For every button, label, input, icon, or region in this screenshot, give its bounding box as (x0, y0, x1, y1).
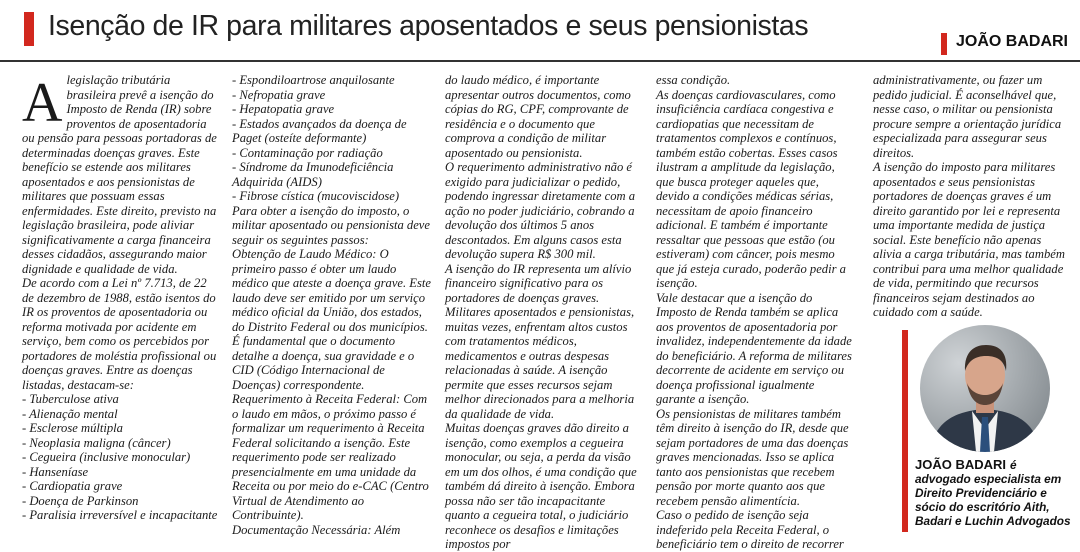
list-item: - Nefropatia grave (232, 87, 326, 102)
list-item: - Alienação mental (22, 406, 118, 421)
dropcap: A (22, 72, 63, 134)
list-item: - Neoplasia maligna (câncer) (22, 435, 171, 450)
column-5 (873, 73, 1069, 320)
paragraph: Alegislação tributária brasileira prevê a isenção do Imposto de Renda (IR) sobre proventos de aposentadoria ou pensão para pessoas portadoras de determinadas doenças graves. Este benefício se estende aos militares aposentados e aos pensionistas de militares que possuam essas enfermidades. Este direito, previsto na legislação brasileira, pode aliviar significativamente a carga financeira desses cidadãos, assegurando maior dignidade e qualidade de vida. (22, 72, 217, 276)
paragraph: do laudo médico, é importante apresentar outros documentos, como cópias do RG, CPF, comprovante de residência e o documento que comprova a condição de militar aposentado ou pensionista. (445, 73, 631, 160)
column-2 (232, 73, 432, 537)
list-item: - Cegueira (inclusive monocular) (22, 450, 191, 464)
paragraph: As doenças cardiovasculares, como insuficiência cardíaca congestiva e cardiopatias que necessitam de tratamentos complexos e contínuos, também estão cobertas. Esses casos ilustram a amplitude da legislação, que busca proteger aqueles que, devido a condições médicas sérias, necessitam de apoio financeiro adicional. E também é importante ressaltar que pessoas que estão (ou estiveram) com câncer, pois mesmo que já esteja curado, poderão pedir a isenção. (656, 87, 846, 290)
paragraph: De acordo com a Lei nº 7.713, de 22 de dezembro de 1988, estão isentos do IR os proventos de aposentadoria ou reforma motivada por acidente em serviço, bem como os percebidos por portadores de moléstia profissional ou doenças graves. Entre as doenças listadas, destacam-se: (22, 276, 217, 392)
column-1 (22, 73, 220, 523)
paragraph: administrativamente, ou fazer um pedido judicial. É aconselhável que, nesse caso, o militar ou pensionista procure sempre a orientação jurídica especializada para assegurar seus direitos. (873, 73, 1062, 160)
author-photo (920, 325, 1050, 452)
paragraph: Para obter a isenção do imposto, o militar aposentado ou pensionista deve seguir os seguintes passos: (232, 203, 430, 247)
list-item: - Fibrose cística (mucoviscidose) (232, 189, 400, 203)
paragraph: Obtenção de Laudo Médico: O primeiro passo é obter um laudo médico que ateste a doença grave. Este laudo deve ser emitido por um serviço médico oficial da União, dos estados, do Distrito Federal ou dos municípios. É fundamental que o documento detalhe a doença, sua gravidade e o CID (Código Internacional de Doenças) correspondente. (232, 247, 431, 392)
paragraph: essa condição. (656, 73, 731, 87)
column-3 (445, 73, 643, 552)
list-item: - Hepatopatia grave (232, 102, 335, 116)
byline-author: JOÃO BADARI (955, 33, 1068, 50)
paragraph: A isenção do imposto para militares aposentados e seus pensionistas portadores de doenças graves é um direito garantido por lei e representa uma importante medida de justiça social. Este benefício não apenas alivia a carga tributária, mas também contribui para uma melhor qualidade de vida, permitindo que recursos financeiros sejam destinados ao cuidado com a saúde. (873, 160, 1065, 319)
header-divider (0, 60, 1080, 62)
paragraph: A isenção do IR representa um alívio financeiro significativo para os portadores de doenças graves. Militares aposentados e pensionistas, muitas vezes, enfrentam altos custos com tratamentos médicos, medicamentos e outras despesas relacionadas à saúde. A isenção permite que esses recursos sejam melhor direcionados para a melhoria da qualidade de vida. (445, 261, 635, 421)
headline-accent-bar (24, 12, 34, 46)
paragraph: Caso o pedido de isenção seja indeferido pela Receita Federal, o beneficiário tem o direito de recorrer (656, 508, 844, 551)
author-accent-bar (941, 33, 947, 55)
list-item: - Espondiloartrose anquilosante (232, 73, 395, 87)
column-4 (656, 73, 854, 552)
author-bio (915, 458, 1075, 528)
author-portrait-icon (920, 325, 1050, 452)
list-item: - Doença de Parkinson (22, 493, 139, 508)
list-item: - Tuberculose ativa (22, 392, 119, 406)
bio-name: JOÃO BADARI (915, 457, 1007, 472)
headline: Isenção de IR para militares aposentados e seus pensionistas (48, 10, 809, 42)
bio-accent-bar (902, 330, 908, 532)
paragraph: Os pensionistas de militares também têm direito à isenção do IR, desde que sejam portadores de uma das doenças graves mencionadas. Isso se aplica tanto aos pensionistas que recebem pensão por morte quanto aos que recebem pensão alimentícia. (656, 406, 849, 508)
list-item: - Esclerose múltipla (22, 421, 123, 435)
list-item: - Cardiopatia grave (22, 479, 123, 493)
paragraph: Requerimento à Receita Federal: Com o laudo em mãos, o próximo passo é formalizar um requerimento à Receita Federal solicitando a isenção. Este requerimento pode ser realizado presencialmente em uma unidade da Receita ou por meio do e-CAC (Centro Virtual de Atendimento ao Contribuinte). (232, 392, 429, 522)
list-item: - Síndrome da Imunodeficiência Adquirida (AIDS) (232, 160, 394, 189)
list-item: - Hanseníase (22, 464, 89, 479)
paragraph: Documentação Necessária: Além (232, 522, 401, 537)
list-item: - Paralisia irreversível e incapacitante (22, 508, 218, 522)
list-item: - Contaminação por radiação (232, 145, 383, 160)
paragraph: Muitas doenças graves dão direito a isenção, como exemplos a cegueira monocular, ou seja, a perda da visão em um dos olhos, é uma condição que também dá direito à isenção. Embora possa não ser tão incapacitante quanto a cegueira total, o judiciário reconhece os desafios e limitações impostos por (445, 421, 637, 551)
paragraph: O requerimento administrativo não é exigido para judicializar o pedido, podendo ingressar diretamente com a ação no poder judiciário, cobrando a devolução dos últimos 5 anos descontados. Em alguns casos esta devolução supera R$ 300 mil. (445, 160, 636, 261)
bio-text: é advogado especialista em Direito Previdenciário e sócio do escritório Aith, Badari e Luchin Advogados (915, 458, 1071, 528)
paragraph: Vale destacar que a isenção do Imposto de Renda também se aplica aos proventos de aposentadoria por invalidez, independentemente da idade do beneficiário. A reforma de militares decorrente de acidente em serviço ou doença profissional igualmente garante a isenção. (656, 290, 852, 406)
article-header (0, 0, 1080, 60)
list-item: - Estados avançados da doença de Paget (osteíte deformante) (232, 116, 407, 145)
